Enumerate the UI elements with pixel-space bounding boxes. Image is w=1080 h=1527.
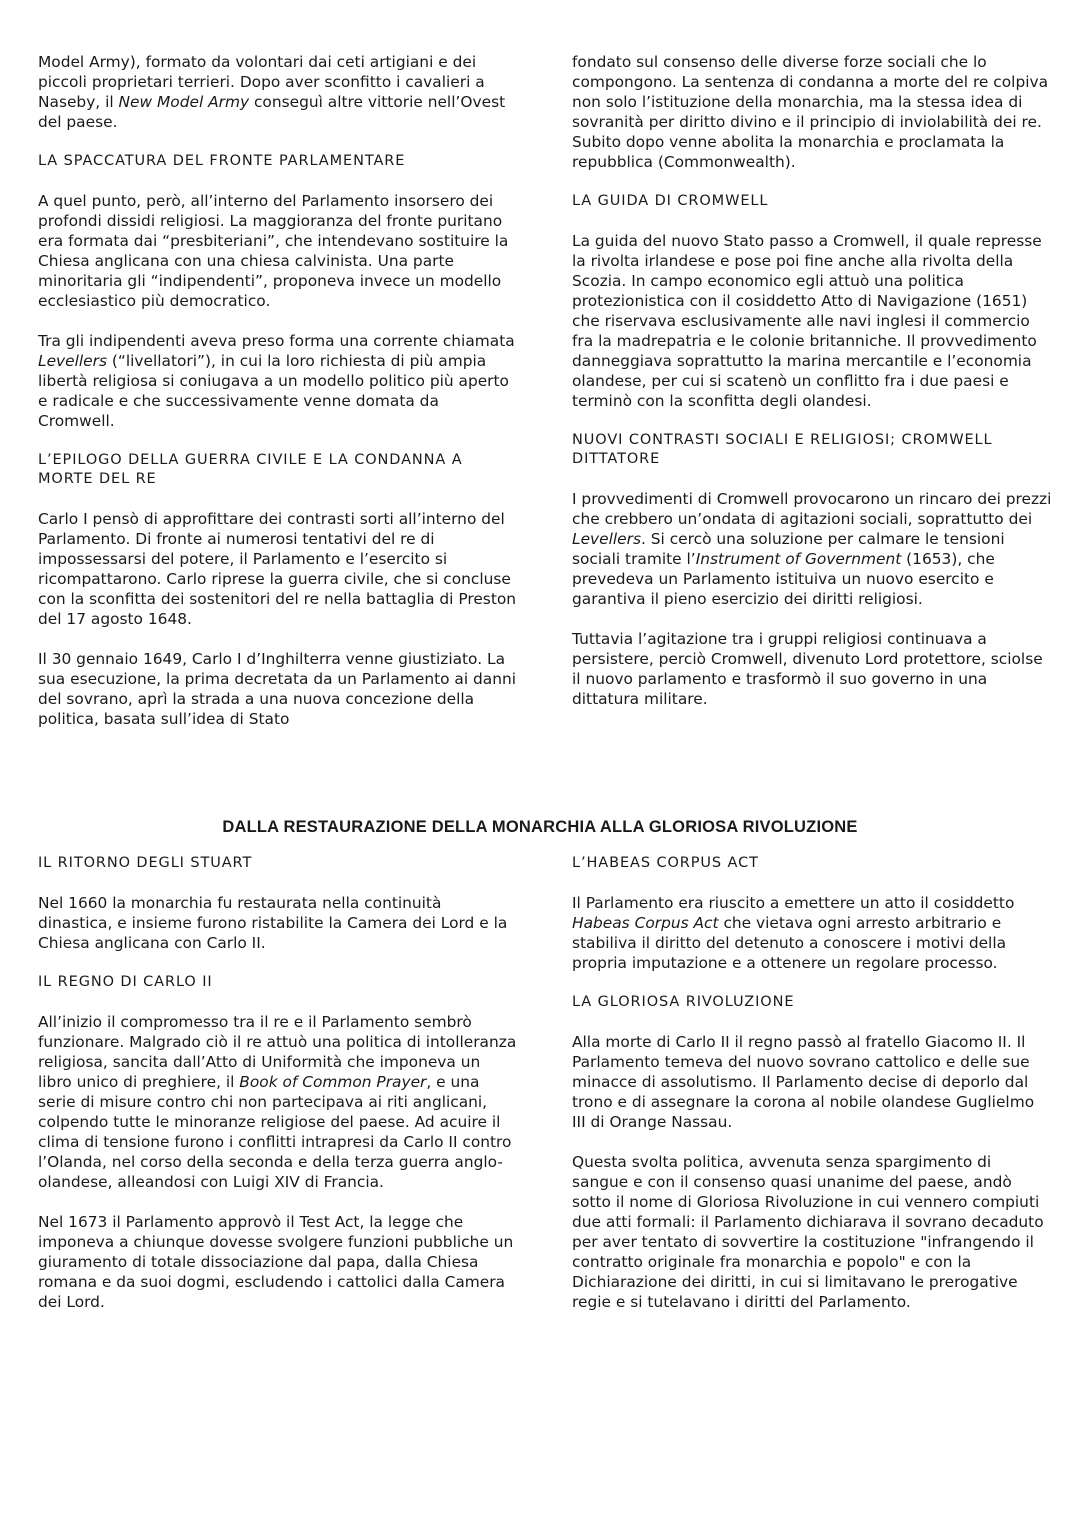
emphasis: New Model Army <box>118 93 250 111</box>
emphasis: Book of Common Prayer <box>239 1073 427 1091</box>
paragraph: Model Army), formato da volontari dai ceti artigiani e dei piccoli proprietari terrieri. Dopo aver sconfitto i cavalieri a Naseby, il New Model Army conseguì altre vittorie nell’Ovest del paese. <box>38 53 506 131</box>
paragraph: Questa svolta politica, avvenuta senza spargimento di sangue e con il consenso quasi unanime del paese, andò sotto il nome di Gloriosa Rivoluzione in cui vennero compiuti due atti formali: il Parlamento dichiarava il sovrano decaduto per aver tentato di sovvertire la costituzione "infrangendo il contratto originale fra monarchia e popolo" e con la Dichiarazione dei diritti, in cui si limitavano le prerogative regie e si tutelavano i diritti del Parlamento. <box>572 1153 1044 1311</box>
paragraph: Il 30 gennaio 1649, Carlo I d’Inghilterra venne giustiziato. La sua esecuzione, la prima decretata da un Parlamento ai danni del sovrano, aprì la strada a una nuova concezione della politica, basata sull’idea di Stato <box>38 650 517 728</box>
paragraph: Alla morte di Carlo II il regno passò al fratello Giacomo II. Il Parlamento temeva del nuovo sovrano cattolico e delle sue minacce di assolutismo. Il Parlamento decise di deporlo dal trono e di assegnare la corona al nobile olandese Guglielmo III di Orange Nassau. <box>572 1033 1035 1131</box>
paragraph: Tuttavia l’agitazione tra i gruppi religiosi continuava a persistere, perciò Cromwell, divenuto Lord protettore, sciolse il nuovo parlamento e trasformò il suo governo in una dittatura militare. <box>572 630 1043 708</box>
section-heading: NUOVI CONTRASTI SOCIALI E RELIGIOSI; CROMWELL DITTATORE <box>572 432 993 467</box>
emphasis: Levellers <box>572 530 641 548</box>
section-title: DALLA RESTAURAZIONE DELLA MONARCHIA ALLA GLORIOSA RIVOLUZIONE <box>222 818 858 836</box>
section-heading: IL REGNO DI CARLO II <box>38 974 213 990</box>
paragraph: Tra gli indipendenti aveva preso forma una corrente chiamata Levellers (“livellatori”), in cui la loro richiesta di più ampia libertà religiosa si coniugava a un modello politico più aperto e radicale e che successivamente venne domata da Cromwell. <box>38 332 515 430</box>
section-heading: LA SPACCATURA DEL FRONTE PARLAMENTARE <box>38 153 406 169</box>
emphasis: Habeas Corpus Act <box>572 914 719 932</box>
section-heading: LA GUIDA DI CROMWELL <box>572 193 769 209</box>
section-heading: LA GLORIOSA RIVOLUZIONE <box>572 994 795 1010</box>
emphasis: Instrument of Government <box>695 550 902 568</box>
column-right-top <box>572 52 1052 729</box>
paragraph: Nel 1673 il Parlamento approvò il Test Act, la legge che imponeva a chiunque dovesse svolgere funzioni pubbliche un giuramento di totale dissociazione dal papa, dalla Chiesa romana e da suoi dogmi, escludendo i cattolici dalla Camera dei Lord. <box>38 1213 514 1311</box>
column-left-top <box>38 52 518 749</box>
column-right-bottom <box>572 854 1052 1332</box>
paragraph: Il Parlamento era riuscito a emettere un atto il cosiddetto Habeas Corpus Act che vietava ogni arresto arbitrario e stabiliva il diritto del detenuto a conoscere i motivi della propria imputazione e a ottenere un regolare processo. <box>572 894 1015 972</box>
paragraph: Carlo I pensò di approfittare dei contrasti sorti all’interno del Parlamento. Di fronte ai numerosi tentativi del re di impossessarsi del potere, il Parlamento e l’esercito si ricompattarono. Carlo riprese la guerra civile, che si concluse con la sconfitta dei sostenitori del re nella battaglia di Preston del 17 agosto 1648. <box>38 510 517 628</box>
paragraph: fondato sul consenso delle diverse forze sociali che lo compongono. La sentenza di condanna a morte del re colpiva non solo l’istituzione della monarchia, ma la stessa idea di sovranità per diritto divino e il principio di inviolabilità dei re. Subito dopo venne abolita la monarchia e proclamata la repubblica (Commonwealth). <box>572 53 1049 171</box>
column-left-bottom <box>38 854 518 1332</box>
paragraph: I provvedimenti di Cromwell provocarono un rincaro dei prezzi che crebbero un’ondata di agitazioni sociali, soprattutto dei Levellers. Si cercò una soluzione per calmare le tensioni sociali tramite l’Instrument of Government (1653), che prevedeva un Parlamento istituiva un nuovo esercito e garantiva il pieno esercizio dei diritti religiosi. <box>572 490 1052 608</box>
paragraph: Nel 1660 la monarchia fu restaurata nella continuità dinastica, e insieme furono ristabilite la Camera dei Lord e la Chiesa anglicana con Carlo II. <box>38 894 508 952</box>
section-heading: L’HABEAS CORPUS ACT <box>572 855 759 871</box>
emphasis: Levellers <box>38 352 107 370</box>
section-heading: L’EPILOGO DELLA GUERRA CIVILE E LA CONDANNA A MORTE DEL RE <box>38 452 463 487</box>
section-heading: IL RITORNO DEGLI STUART <box>38 855 253 871</box>
paragraph: All’inizio il compromesso tra il re e il Parlamento sembrò funzionare. Malgrado ciò il re attuò una politica di intolleranza religiosa, sancita dall’Atto di Uniformità che imponeva un libro unico di preghiere, il Book of Common Prayer, e una serie di misure contro chi non partecipava ai riti anglicani, colpendo tutte le minoranze religiose del paese. Ad acuire il clima di tensione furono i conflitti intrapresi da Carlo II contro l’Olanda, nel corso della seconda e della terza guerra anglo-olandese, alleandosi con Luigi XIV di Francia. <box>38 1013 517 1191</box>
paragraph: A quel punto, però, all’interno del Parlamento insorsero dei profondi dissidi religiosi. La maggioranza del fronte puritano era formata dai “presbiteriani”, che intendevano sostituire la Chiesa anglicana con una chiesa calvinista. Una parte minoritaria gli “indipendenti”, proponeva invece un modello ecclesiastico più democratico. <box>38 192 509 310</box>
paragraph: La guida del nuovo Stato passo a Cromwell, il quale represse la rivolta irlandese e pose poi fine anche alla rivolta della Scozia. In campo economico egli attuò una politica protezionistica con il cosiddetto Atto di Navigazione (1651) che riservava esclusivamente alle navi inglesi il commercio fra la madrepatria e le colonie britanniche. Il provvedimento danneggiava soprattutto la marina mercantile e l’economia olandese, per cui si scatenò un conflitto fra i due paesi e terminò con la sconfitta degli olandesi. <box>572 232 1042 410</box>
